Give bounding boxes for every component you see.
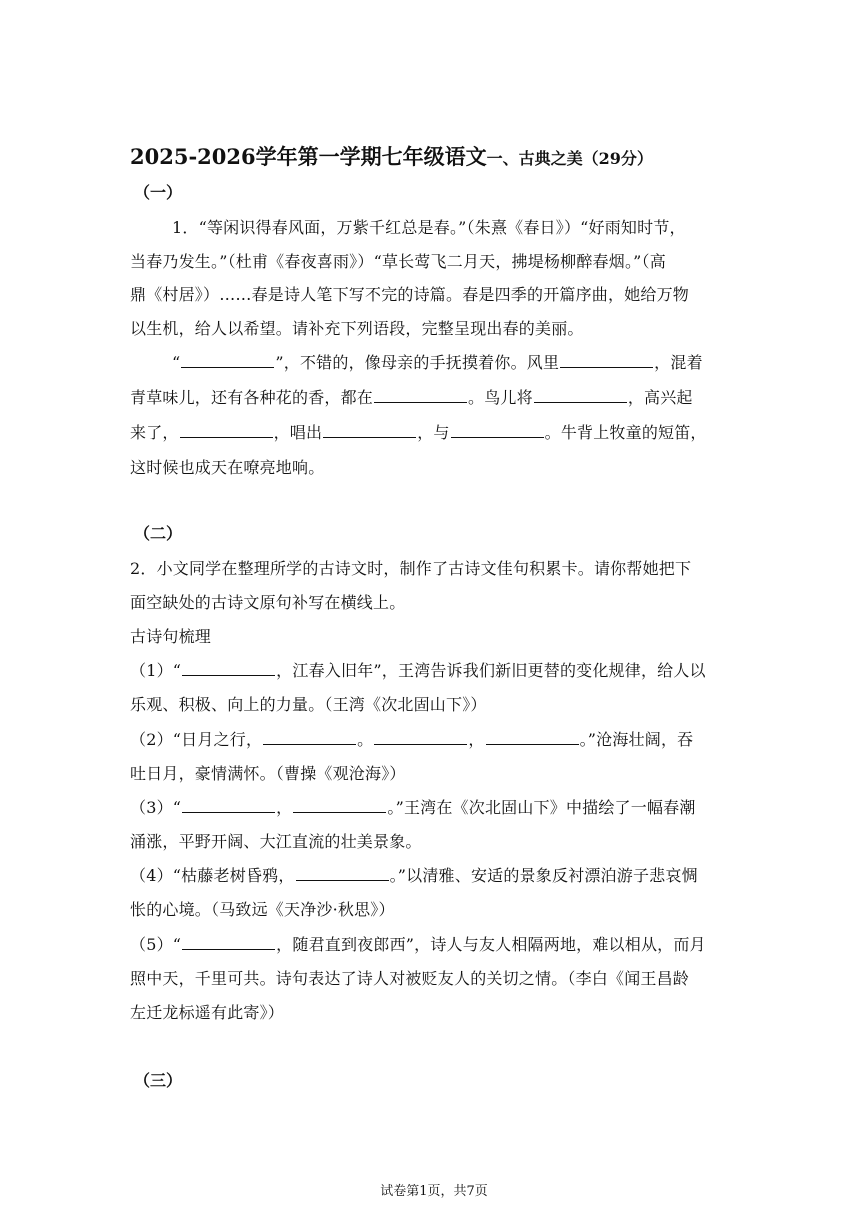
answer-blank[interactable]: [534, 388, 627, 403]
item-1-line-1: [130, 658, 706, 681]
text: 。”王湾在《次北固山下》中描绘了一幅春潮: [387, 798, 696, 817]
answer-blank[interactable]: [374, 388, 467, 403]
text: ”，不错的，像母亲的手抚摸着你。风里: [275, 353, 560, 372]
text: （2）“日月之行，: [130, 730, 263, 749]
q1-line-3: 鼎《村居》）……春是诗人笔下写不完的诗篇。春是四季的开篇序曲，她给万物: [130, 285, 690, 304]
answer-blank[interactable]: [293, 798, 386, 813]
text: （3）“: [130, 798, 182, 817]
title-main: 2025-2026学年第一学期七年级语文: [130, 144, 487, 169]
answer-blank[interactable]: [180, 423, 273, 438]
page-title: [130, 141, 653, 171]
q1-line-4: 以生机，给人以希望。请补充下列语段，完整呈现出春的美丽。: [130, 319, 584, 338]
item-5-line-2: 照中天，千里可共。诗句表达了诗人对被贬友人的关切之情。（李白《闻王昌龄: [130, 969, 690, 988]
item-2-line-2: 吐日月，豪情满怀。（曹操《观沧海》）: [130, 764, 406, 783]
fill-line-3: [130, 420, 707, 443]
answer-blank[interactable]: [451, 423, 544, 438]
text: ，唱出: [273, 423, 323, 442]
section-label-2: （二）: [134, 524, 183, 543]
answer-blank[interactable]: [182, 661, 275, 676]
item-3-line-1: [130, 795, 696, 818]
text: ，随君直到夜郎西”，诗人与友人相隔两地，难以相从，而月: [276, 935, 706, 954]
text: ，江春入旧年”，王湾告诉我们新旧更替的变化规律，给人以: [276, 661, 706, 680]
item-5-line-3: 左迁龙标遥有此寄》）: [130, 1003, 285, 1022]
answer-blank[interactable]: [560, 353, 653, 368]
text: ，: [468, 730, 485, 749]
text: “: [172, 353, 181, 372]
answer-blank[interactable]: [323, 423, 416, 438]
text: 。”以清雅、安适的景象反衬漂泊游子悲哀惆: [389, 866, 698, 885]
text: （4）“枯藤老树昏鸦，: [130, 866, 295, 885]
text: 。鸟儿将: [468, 388, 533, 407]
item-3-line-2: 涌涨，平野开阔、大江直流的壮美景象。: [130, 832, 422, 851]
answer-blank[interactable]: [486, 730, 579, 745]
title-section: 一、古典之美（29分）: [486, 149, 653, 168]
item-1-line-2: 乐观、积极、向上的力量。（王湾《次北固山下》）: [130, 695, 487, 714]
text: 。”沧海壮阔，吞: [579, 730, 694, 749]
item-5-line-1: [130, 932, 706, 955]
page-footer: 试卷第1页，共7页: [380, 1184, 488, 1199]
answer-blank[interactable]: [374, 730, 467, 745]
item-4-line-1: [130, 863, 698, 886]
q1-line-1: 1．“等闲识得春风面，万紫千红总是春。”（朱熹《春日》）“好雨知时节，: [172, 218, 686, 237]
section-label-1: （一）: [134, 183, 183, 202]
fill-line-4: 这时候也成天在嘹亮地响。: [130, 458, 325, 477]
fill-line-1: [172, 350, 703, 373]
q2-line-2: 面空缺处的古诗文原句补写在横线上。: [130, 593, 406, 612]
fill-line-2: [130, 385, 693, 408]
text: ，与: [417, 423, 450, 442]
text: （5）“: [130, 935, 182, 954]
q2-line-1: 2．小文同学在整理所学的古诗文时，制作了古诗文佳句积累卡。请你帮她把下: [130, 559, 692, 578]
item-4-line-2: 怅的心境。（马致远《天净沙·秋思》）: [130, 900, 395, 919]
text: ，混着: [654, 353, 703, 372]
answer-blank[interactable]: [296, 866, 389, 881]
q1-line-2: 当春乃发生。”（杜甫《春夜喜雨》）“草长莺飞二月天，拂堤杨柳醉春烟。”（高: [130, 252, 666, 271]
text: 来了，: [130, 423, 179, 442]
text: 。: [357, 730, 374, 749]
answer-blank[interactable]: [182, 798, 275, 813]
item-2-line-1: [130, 727, 693, 750]
answer-blank[interactable]: [182, 935, 275, 950]
section-label-3: （三）: [134, 1071, 183, 1090]
text: 。牛背上牧童的短笛，: [544, 423, 707, 442]
answer-blank[interactable]: [263, 730, 356, 745]
text: 青草味儿，还有各种花的香，都在: [130, 388, 374, 407]
answer-blank[interactable]: [181, 353, 274, 368]
text: ，高兴起: [627, 388, 693, 407]
text: ，: [276, 798, 293, 817]
q2-heading: 古诗句梳理: [130, 627, 212, 646]
text: （1）“: [130, 661, 182, 680]
